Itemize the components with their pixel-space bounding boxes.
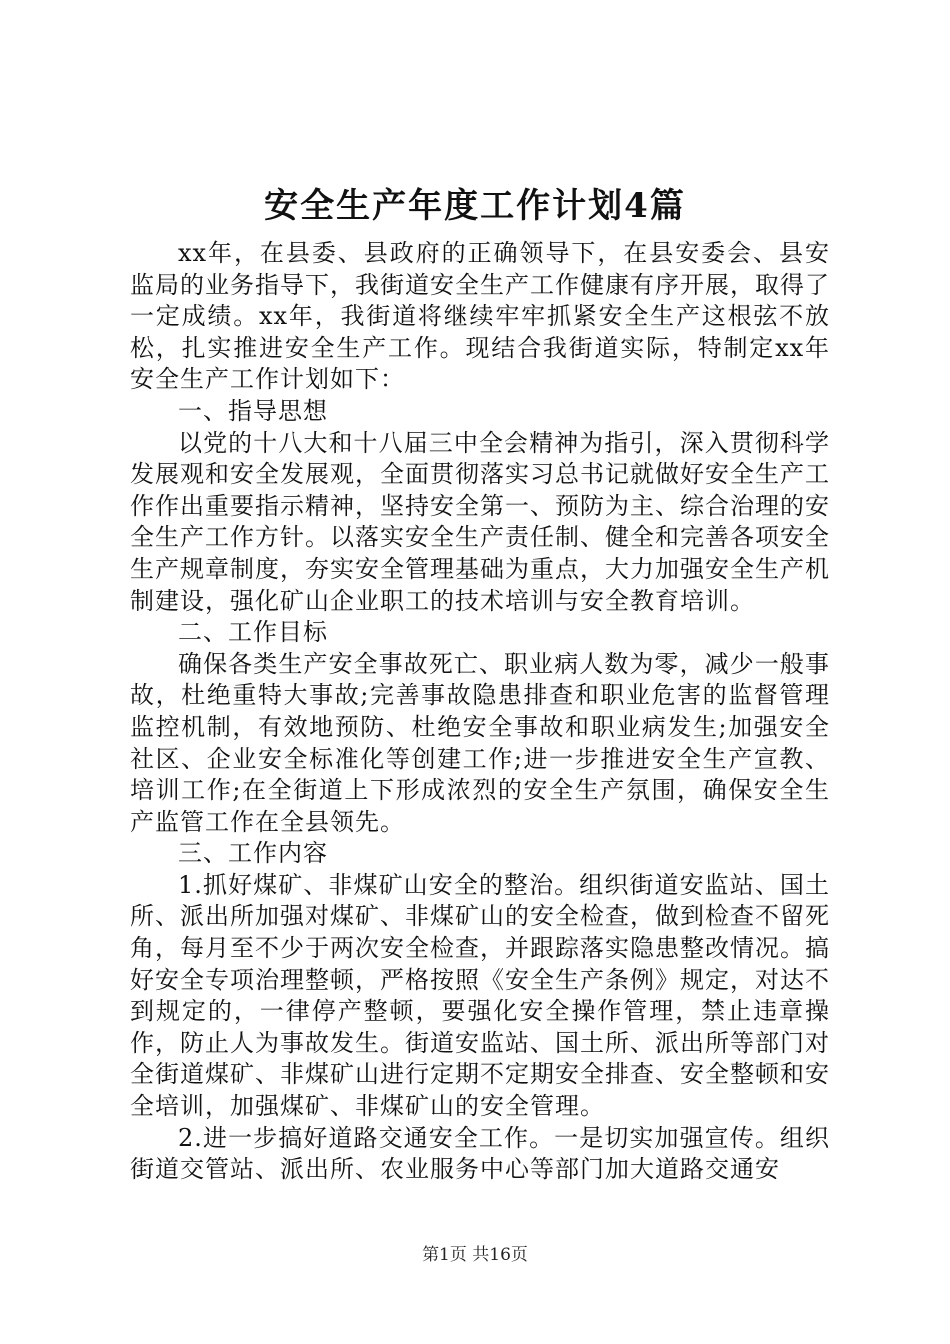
page-footer: 第1页 共16页 (422, 1245, 528, 1265)
document-body (130, 238, 830, 1186)
section-heading-work-content: 三、工作内容 (178, 839, 328, 868)
work-content-item-1: 1.抓好煤矿、非煤矿山安全的整治。组织街道安监站、国土所、派出所加强对煤矿、非煤矿山的安全检查，做到检查不留死角，每月至不少于两次安全检查，并跟踪落实隐患整改情况。搞好安全专项治理整顿，严格按照《安全生产条例》规定，对达不到规定的，一律停产整顿，要强化安全操作管理，禁止违章操作，防止人为事故发生。街道安监站、国土所、派出所等部门对全街道煤矿、非煤矿山进行定期不定期安全排查、安全整顿和安全培训，加强煤矿、非煤矿山的安全管理。 (130, 870, 830, 1121)
work-goals-paragraph: 确保各类生产安全事故死亡、职业病人数为零，减少一般事故，杜绝重特大事故;完善事故隐患排查和职业危害的监督管理监控机制，有效地预防、杜绝安全事故和职业病发生;加强安全社区、企业安全标准化等创建工作;进一步推进安全生产宣教、培训工作;在全街道上下形成浓烈的安全生产氛围，确保安全生产监管工作在全县领先。 (130, 649, 830, 836)
intro-paragraph: xx年，在县委、县政府的正确领导下，在县安委会、县安监局的业务指导下，我街道安全生产工作健康有序开展，取得了一定成绩。xx年，我街道将继续牢牢抓紧安全生产这根弦不放松，扎实推进安全生产工作。现结合我街道实际，特制定xx年安全生产工作计划如下： (130, 239, 830, 394)
section-heading-work-goals: 二、工作目标 (178, 618, 328, 647)
work-content-item-2: 2.进一步搞好道路交通安全工作。一是切实加强宣传。组织街道交管站、派出所、农业服务中心等部门加大道路交通安 (130, 1123, 830, 1184)
section-heading-guiding-ideology: 一、指导思想 (178, 396, 328, 425)
guiding-ideology-paragraph: 以党的十八大和十八届三中全会精神为指引，深入贯彻科学发展观和安全发展观，全面贯彻落实习总书记就做好安全生产工作作出重要指示精神，坚持安全第一、预防为主、综合治理的安全生产工作方针。以落实安全生产责任制、健全和完善各项安全生产规章制度，夯实安全管理基础为重点，大力加强安全生产机制建设，强化矿山企业职工的技术培训与安全教育培训。 (130, 428, 830, 615)
document-title: 安全生产年度工作计划4篇 (264, 186, 686, 226)
